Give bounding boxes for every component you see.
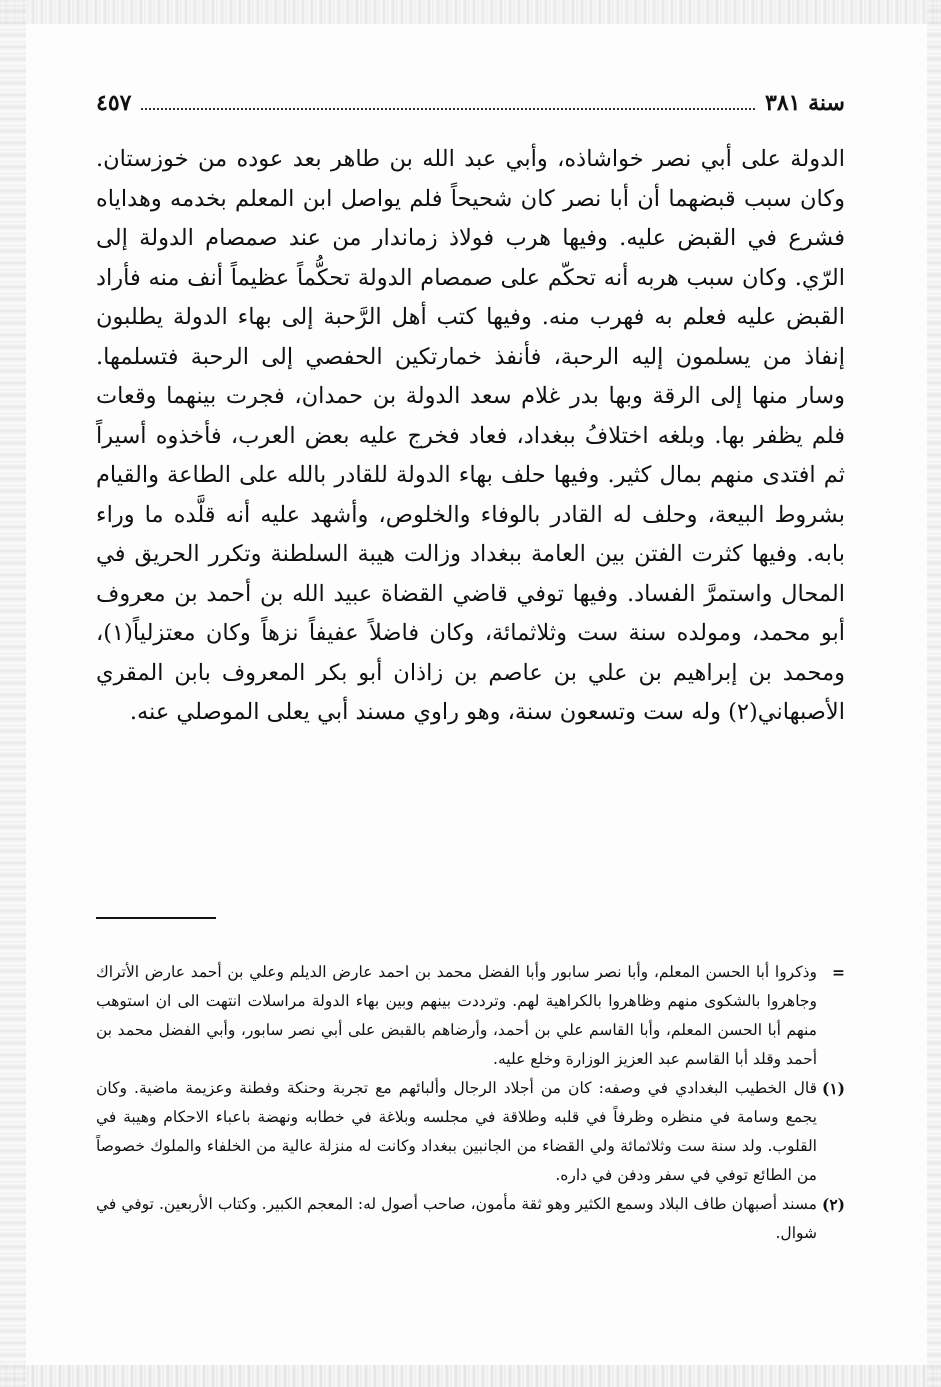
leader-dots [141, 108, 755, 110]
page-number: ٤٥٧ [96, 90, 132, 116]
scan-edge-bottom [0, 1365, 941, 1387]
footnote-1 [96, 1074, 845, 1190]
footnote-separator [96, 917, 216, 919]
scan-edge-top [0, 0, 941, 24]
scan-edge-right [927, 0, 941, 1387]
footnote-text: قال الخطيب البغدادي في وصفه: كان من أجلاد الرجال وألبائهم مع تجربة وحنكة وفطنة وعزيمة ماضية. وكان يجمع وسامة في منظره وظرفاً في قلبه وطلاقة في مجلسه وبلاغة في خطابه ونهضة باعباء الاحكام وهيبة في القلوب. ولد سنة ست وثلاثمائة ولي القضاء من الجانبين ببغداد وكانت له منزلة عالية من الخلفاء والملوك خصوصاً من الطائع توفي في سفر ودفن في داره. [96, 1079, 817, 1184]
body-paragraph: الدولة على أبي نصر خواشاذه، وأبي عبد الله بن طاهر بعد عوده من خوزستان. وكان سبب قبضهما أن أبا نصر كان شحيحاً فلم يواصل ابن المعلم بخدمه وهداياه فشرع في القبض عليه. وفيها هرب فولاذ زماندار من عند صمصام الدولة إلى الرّي. وكان سبب هربه أنه تحكّم على صمصام الدولة تحكُّماً عظيماً أنف منه فأراد القبض عليه فعلم به فهرب منه. وفيها كتب أهل الرَّحبة إلى بهاء الدولة يطلبون إنفاذ من يسلمون إليه الرحبة، فأنفذ خمارتكين الحفصي إلى الرحبة فتسلمها. وسار منها إلى الرقة وبها بدر غلام سعد الدولة بن حمدان، فجرت بينهما وقعات فلم يظفر بها. وبلغه اختلافُ ببغداد، فعاد فخرج عليه بعض العرب، فأخذوه أسيراً ثم افتدى منهم بمال كثير. وفيها حلف بهاء الدولة للقادر بالله على الطاعة والقيام بشروط البيعة، وحلف له القادر بالوفاء والخلوص، وأشهد عليه أنه قلَّده ما وراء بابه. وفيها كثرت الفتن بين العامة ببغداد وزالت هيبة السلطنة وتكرر الحريق في المحال واستمرَّ الفساد. وفيها توفي قاضي القضاة عبيد الله بن أحمد بن معروف أبو محمد، ومولده سنة ست وثلاثمائة، وكان فاضلاً عفيفاً نزهاً وكان معتزلياً(١)، ومحمد بن إبراهيم بن علي بن عاصم بن زاذان أبو بكر المعروف بابن المقري الأصبهاني(٢) وله ست وتسعون سنة، وهو راوي مسند أبي يعلى الموصلي عنه. [96, 146, 845, 725]
footnote-mark: (١) [821, 1079, 845, 1098]
footnote-text: وذكروا أبا الحسن المعلم، وأبا نصر سابور وأبا الفضل محمد بن احمد عارض الديلم وعلي بن أحمد عارض الأتراك وجاهروا بالشكوى منهم وظاهروا بالكراهية لهم. وترددت بينهم وبين بهاء الدولة مراسلات انتهت الى ان استوهب منهم أبا الحسن المعلم، وأبا القاسم علي بن أحمد، وأرضاهم بالقبض على أبي نصر سابور، وأبي الفضل محمد بن أحمد وقلد أبا القاسم عبد العزيز الوزارة وخلع عليه. [96, 963, 817, 1068]
footnotes [96, 958, 845, 1248]
footnote-2 [96, 1190, 845, 1248]
year-label: سنة ٣٨١ [765, 90, 845, 116]
footnote-mark: = [832, 963, 845, 982]
footnote-mark: (٢) [821, 1195, 845, 1214]
running-head [96, 86, 845, 120]
scan-edge-left [0, 0, 26, 1387]
footnote-text: مسند أصبهان طاف البلاد وسمع الكثير وهو ثقة مأمون، صاحب أصول له: المعجم الكبير. وكتاب الأربعين. توفي في شوال. [96, 1195, 817, 1242]
main-text [96, 140, 845, 733]
footnote-continuation [96, 958, 845, 1074]
